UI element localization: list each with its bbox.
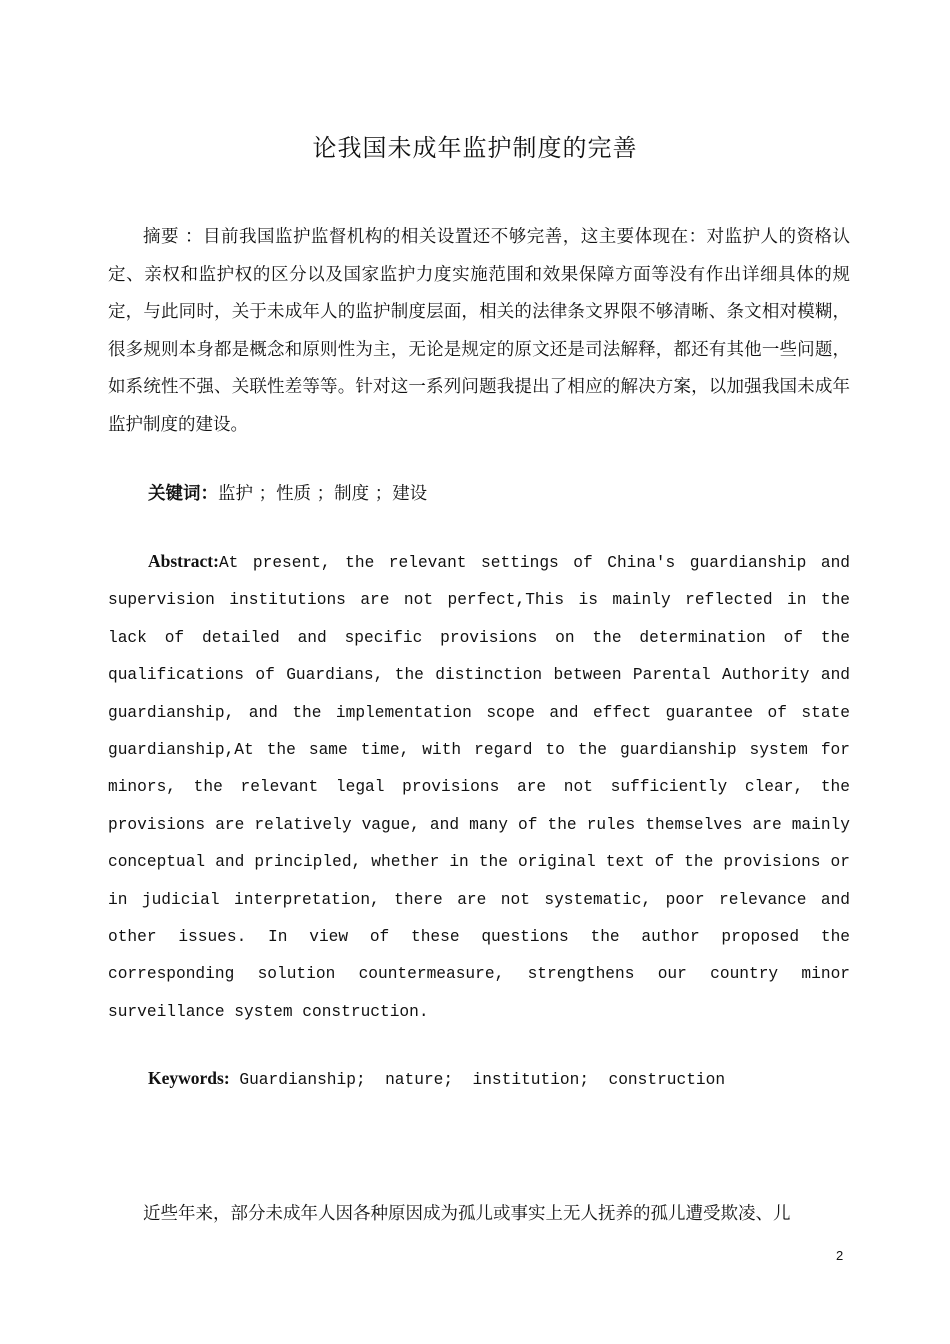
abstract-zh-text: 目前我国监护监督机构的相关设置还不够完善，这主要体现在：对监护人的资格认定、亲权和监护权的区分以及国家监护力度实施范围和效果保障方面等没有作出详细具体的规定，与此同时，关于未成年人的监护制度层面，相关的法律条文界限不够清晰、条文相对模糊，很多规则本身都是概念和原则性为主，无论是规定的原文还是司法解释，都还有其他一些问题，如系统性不强、关联性差等等。针对这一系列问题我提出了相应的解决方案，以加强我国未成年监护制度的建设。	[108, 227, 850, 435]
body-paragraph: 近些年来，部分未成年人因各种原因成为孤儿或事实上无人抚养的孤儿遭受欺凌、儿	[143, 1204, 791, 1224]
keywords-zh-label: 关键词：	[148, 484, 218, 504]
keywords-zh	[148, 476, 850, 513]
page-number: 2	[836, 1248, 844, 1263]
keywords-en	[148, 1060, 850, 1099]
keywords-zh-text: 监护 ；性质 ；制度 ；建设	[218, 484, 428, 504]
keywords-en-label: Keywords:	[148, 1068, 230, 1088]
page-title: 论我国未成年监护制度的完善	[312, 134, 638, 162]
abstract-en-label: Abstract:	[148, 551, 219, 571]
abstract-en	[108, 543, 850, 1031]
abstract-zh	[108, 219, 850, 444]
keywords-en-text: Guardianship; nature; institution; construction	[229, 1071, 726, 1089]
abstract-zh-label: 摘要 ：	[143, 227, 204, 247]
abstract-en-text: At present, the relevant settings of China's guardianship and supervision institutions are not perfect,This is mainly reflected in the lack of detailed and specific provisions on the determination of the qualifications of Guardians, the distinction between Parental Authority and guardianship, and the implementation scope and effect guarantee of state guardianship,At the same time, with regard to the guardianship system for minors, the relevant legal provisions are not sufficiently clear, the provisions are relatively vague, and many of the rules themselves are mainly conceptual and principled, whether in the original text of the provisions or in judicial interpretation, there are not systematic, poor relevance and other issues. In view of these questions the author proposed the corresponding solution countermeasure, strengthens our country minor surveillance system construction.	[108, 554, 850, 1021]
